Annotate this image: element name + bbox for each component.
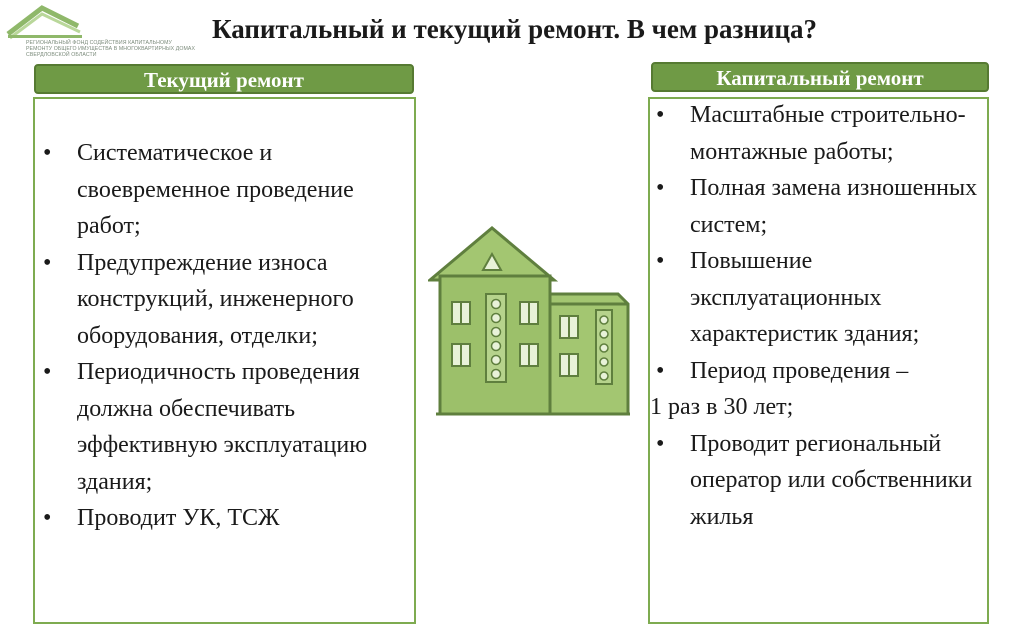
list-item: [650, 353, 987, 426]
period-label: Период проведения –: [690, 357, 909, 384]
list-item: • Проводит региональный оператор или собственники жилья: [650, 426, 987, 536]
period-value: 1 раз в 30 лет;: [650, 394, 794, 420]
list-item: • Предупреждение износа конструкций, инженерного оборудования, отделки;: [35, 245, 414, 355]
house-icon: [428, 224, 638, 420]
list-item: • Проводит УК, ТСЖ: [35, 500, 414, 537]
current-repair-panel: [33, 97, 416, 624]
list-item: • Повышение эксплуатационных характеристик здания;: [650, 243, 987, 353]
page-title: Капитальный и текущий ремонт. В чем разница?: [212, 14, 818, 44]
capital-repair-list: [650, 97, 987, 535]
logo-text: РЕГИОНАЛЬНЫЙ ФОНД СОДЕЙСТВИЯ КАПИТАЛЬНОМУ РЕМОНТУ ОБЩЕГО ИМУЩЕСТВА В МНОГОКВАРТИРНЫХ ДОМАХ СВЕРДЛОВСКОЙ ОБЛАСТИ: [26, 40, 196, 58]
list-item: • Масштабные строительно-монтажные работы;: [650, 97, 987, 170]
current-repair-list: [35, 135, 414, 537]
list-item: • Систематическое и своевременное проведение работ;: [35, 135, 414, 245]
capital-repair-header: Капитальный ремонт: [651, 62, 989, 92]
fund-logo-icon: [6, 4, 86, 40]
fund-logo: [6, 4, 196, 62]
current-repair-header: Текущий ремонт: [34, 64, 414, 94]
house-illustration: [428, 224, 638, 420]
list-item: • Периодичность проведения должна обеспечивать эффективную эксплуатацию здания;: [35, 354, 414, 500]
list-item: • Полная замена изношенных систем;: [650, 170, 987, 243]
capital-repair-panel: [648, 97, 989, 624]
